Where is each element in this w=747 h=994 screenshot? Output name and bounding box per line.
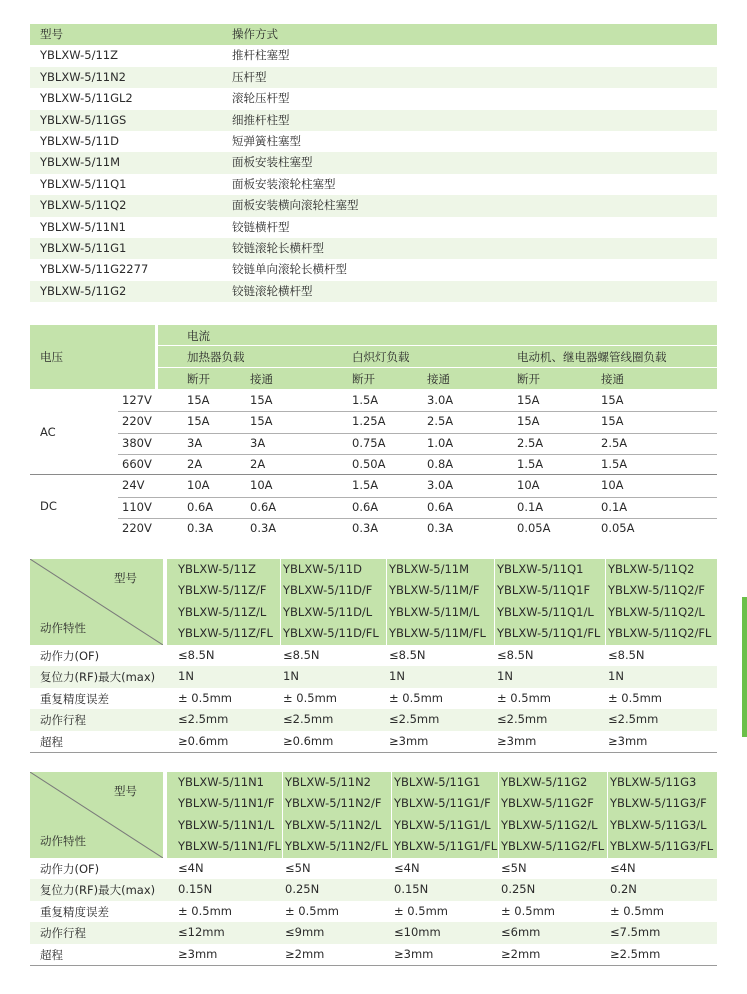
operation-cell: 短弹簧柱塞型 [232, 133, 301, 148]
model-name: YBLXW-5/11N2/F [285, 796, 382, 811]
model-name: YBLXW-5/11G1 [394, 775, 481, 789]
table-row [30, 131, 717, 152]
property-value: ≤5N [501, 861, 527, 875]
load-type-label: 白炽灯负载 [352, 350, 410, 364]
current-value: 10A [187, 478, 210, 493]
current-value: 15A [187, 393, 210, 407]
current-value: 15A [517, 393, 540, 407]
operation-cell: 铰链滚轮横杆型 [232, 283, 313, 298]
table-row [30, 45, 717, 66]
operation-cell: 面板安装柱塞型 [232, 155, 313, 170]
characteristics-header-label: 动作特性 [40, 621, 86, 635]
property-value: ± 0.5mm [394, 903, 448, 918]
property-value: ≤7.5mm [610, 925, 661, 940]
property-value: ± 0.5mm [610, 903, 664, 918]
model-cell: YBLXW-5/11G2 [40, 283, 127, 298]
group-divider [30, 474, 717, 475]
property-label: 超程 [40, 734, 63, 749]
property-label: 动作行程 [40, 926, 86, 941]
current-value: 0.6A [352, 499, 379, 514]
model-header-label: 型号 [114, 784, 137, 798]
current-value: 2.5A [517, 435, 544, 450]
model-name: YBLXW-5/11Q1/L [497, 604, 594, 619]
model-name: YBLXW-5/11M [389, 562, 470, 576]
property-label: 重复精度误差 [40, 904, 109, 919]
property-value: ≥3mm [608, 733, 648, 748]
model-name: YBLXW-5/11Z/FL [178, 626, 273, 641]
model-name: YBLXW-5/11G3/L [610, 817, 707, 832]
current-value: 2.5A [601, 435, 628, 450]
model-cell: YBLXW-5/11Q1 [40, 176, 127, 191]
current-rating-table [30, 325, 717, 537]
model-operation-table [30, 24, 717, 302]
model-cell: YBLXW-5/11N1 [40, 219, 126, 234]
voltage-type-label: AC [40, 424, 56, 439]
operation-cell: 压杆型 [232, 69, 267, 84]
property-value: ± 0.5mm [178, 903, 232, 918]
property-value: ± 0.5mm [497, 690, 551, 705]
current-value: 2A [250, 456, 266, 471]
operation-cell: 铰链滚轮长横杆型 [232, 240, 324, 255]
property-label: 超程 [40, 947, 63, 962]
column-divider [391, 772, 392, 858]
model-name: YBLXW-5/11G2/FL [501, 839, 605, 854]
model-name: YBLXW-5/11Z/L [178, 604, 267, 619]
model-cell: YBLXW-5/11Z [40, 48, 118, 63]
model-name: YBLXW-5/11D [283, 562, 362, 576]
property-label: 复位力(RF)最大(max) [40, 670, 156, 685]
model-name: YBLXW-5/11N2/FL [285, 839, 388, 854]
current-value: 3A [250, 435, 266, 450]
property-label: 动作力(OF) [40, 649, 100, 663]
table-row [30, 152, 717, 173]
current-value: 10A [601, 478, 624, 493]
property-label: 动作力(OF) [40, 862, 100, 876]
current-value: 0.3A [427, 520, 454, 535]
current-value: 0.1A [517, 499, 544, 514]
voltage-value: 220V [122, 414, 152, 429]
model-name: YBLXW-5/11Q2/F [608, 583, 705, 598]
model-name: YBLXW-5/11Q2 [608, 562, 695, 576]
property-value: ≤8.5N [178, 648, 215, 662]
model-name: YBLXW-5/11G1/FL [394, 839, 498, 854]
model-header-label: 型号 [114, 571, 137, 585]
current-value: 0.3A [250, 520, 277, 535]
property-label: 动作行程 [40, 713, 86, 728]
column-divider [280, 559, 281, 645]
model-name: YBLXW-5/11M/L [389, 604, 480, 619]
model-name: YBLXW-5/11G3/F [610, 796, 707, 811]
header-divider [158, 345, 717, 346]
model-name: YBLXW-5/11D/L [283, 604, 373, 619]
table-row [30, 88, 717, 109]
property-value: ± 0.5mm [285, 903, 339, 918]
current-value: 0.8A [427, 456, 454, 471]
property-value: ≤4N [610, 861, 636, 875]
model-name: YBLXW-5/11G3 [610, 775, 697, 789]
sub-header-label: 断开 [187, 372, 210, 386]
header-divider [158, 367, 717, 368]
property-value: 0.25N [501, 882, 536, 897]
sub-header-label: 接通 [601, 372, 624, 386]
property-value: ≤9mm [285, 925, 325, 940]
current-value: 0.6A [250, 499, 277, 514]
row-divider [118, 497, 717, 498]
table-row [30, 110, 717, 131]
current-value: 0.3A [352, 520, 379, 535]
current-value: 0.6A [427, 499, 454, 514]
current-value: 0.3A [187, 520, 214, 535]
table-row [30, 217, 717, 238]
column-divider [498, 772, 499, 858]
voltage-value: 127V [122, 393, 152, 407]
model-name: YBLXW-5/11Q2/L [608, 604, 705, 619]
model-name: YBLXW-5/11Q1F [497, 583, 591, 598]
voltage-value: 220V [122, 520, 152, 535]
property-value: ± 0.5mm [608, 690, 662, 705]
table-row [30, 281, 717, 302]
property-value: ≥0.6mm [283, 733, 334, 748]
model-cell: YBLXW-5/11M [40, 155, 121, 170]
model-name: YBLXW-5/11G3/FL [610, 839, 714, 854]
sub-header-label: 断开 [517, 372, 540, 386]
property-value: ≥0.6mm [178, 733, 229, 748]
property-value: ≤2.5mm [283, 712, 334, 727]
property-value: ≤8.5N [497, 648, 534, 662]
model-cell: YBLXW-5/11Q2 [40, 198, 127, 213]
model-name: YBLXW-5/11M/F [389, 583, 480, 598]
row-divider [118, 518, 717, 519]
model-name: YBLXW-5/11N1/FL [178, 839, 281, 854]
voltage-label: 电压 [40, 350, 63, 364]
property-value: ≤8.5N [283, 648, 320, 662]
current-value: 10A [250, 478, 273, 493]
column-divider [494, 559, 495, 645]
current-value: 3.0A [427, 478, 454, 493]
operation-cell: 细推杆柱型 [232, 112, 290, 127]
property-value: ≤6mm [501, 925, 541, 940]
property-value: 1N [178, 669, 194, 684]
property-label: 复位力(RF)最大(max) [40, 883, 156, 898]
property-value: ≤4N [178, 861, 204, 875]
current-value: 3.0A [427, 393, 454, 407]
property-value: ≤12mm [178, 925, 225, 940]
table-row [30, 259, 717, 280]
current-value: 15A [517, 414, 540, 429]
current-value: 1.5A [352, 478, 379, 493]
row-divider [118, 454, 717, 455]
table-row [30, 238, 717, 259]
row-divider [118, 433, 717, 434]
sub-header-label: 接通 [250, 372, 273, 386]
bottom-border [30, 752, 717, 753]
bottom-border [30, 965, 717, 966]
column-divider [386, 559, 387, 645]
column-divider [607, 772, 608, 858]
load-type-label: 加热器负载 [187, 350, 245, 364]
current-value: 15A [250, 414, 273, 429]
model-name: YBLXW-5/11Z/F [178, 583, 267, 598]
property-value: ≤2.5mm [389, 712, 440, 727]
model-name: YBLXW-5/11N1/L [178, 817, 275, 832]
voltage-value: 380V [122, 435, 152, 450]
voltage-value: 110V [122, 499, 152, 514]
model-name: YBLXW-5/11D/F [283, 583, 373, 598]
model-name: YBLXW-5/11Q2/FL [608, 626, 712, 641]
operation-cell: 滚轮压杆型 [232, 91, 290, 106]
property-value: 1N [497, 669, 513, 684]
voltage-type-label: DC [40, 499, 57, 514]
model-name: YBLXW-5/11G2 [501, 775, 588, 789]
current-value: 1.5A [352, 393, 379, 407]
property-value: ≥3mm [394, 946, 434, 961]
property-value: ≤5N [285, 861, 311, 875]
property-value: ± 0.5mm [178, 690, 232, 705]
spec-table-lever [30, 772, 717, 964]
property-value: 0.2N [610, 882, 637, 897]
current-value: 0.50A [352, 456, 386, 471]
spec-table-plunger [30, 559, 717, 751]
model-cell: YBLXW-5/11G1 [40, 240, 127, 255]
column-divider [282, 772, 283, 858]
sub-header-label: 断开 [352, 372, 375, 386]
operation-cell: 铰链横杆型 [232, 219, 290, 234]
model-cell: YBLXW-5/11N2 [40, 69, 126, 84]
model-name: YBLXW-5/11G2/L [501, 817, 598, 832]
current-value: 1.0A [427, 435, 454, 450]
table-row [30, 195, 717, 216]
property-value: ≤2.5mm [608, 712, 659, 727]
property-value: 1N [389, 669, 405, 684]
property-value: ≥2mm [285, 946, 325, 961]
property-value: ± 0.5mm [501, 903, 555, 918]
table-row [30, 67, 717, 88]
property-value: ≤10mm [394, 925, 441, 940]
model-name: YBLXW-5/11G1/F [394, 796, 491, 811]
property-value: 0.15N [394, 882, 429, 897]
current-value: 15A [601, 393, 624, 407]
current-value: 0.75A [352, 435, 386, 450]
property-value: ≤4N [394, 861, 420, 875]
property-value: ≥3mm [497, 733, 537, 748]
current-label: 电流 [187, 329, 210, 343]
property-value: 0.25N [285, 882, 320, 897]
model-name: YBLXW-5/11D/FL [283, 626, 379, 641]
side-accent-bar [742, 597, 747, 737]
sub-header-label: 接通 [427, 372, 450, 386]
row-divider [118, 411, 717, 412]
property-value: ≥3mm [389, 733, 429, 748]
header-model: 型号 [40, 27, 63, 41]
current-value: 10A [517, 478, 540, 493]
table-row [30, 174, 717, 195]
property-value: ≥2mm [501, 946, 541, 961]
property-value: ≤2.5mm [178, 712, 229, 727]
current-value: 2.5A [427, 414, 454, 429]
current-value: 1.5A [517, 456, 544, 471]
model-name: YBLXW-5/11Q1 [497, 562, 584, 576]
operation-cell: 面板安装滚轮柱塞型 [232, 176, 336, 191]
property-value: ≤8.5N [389, 648, 426, 662]
model-name: YBLXW-5/11N2 [285, 775, 371, 789]
current-value: 0.1A [601, 499, 628, 514]
property-value: ± 0.5mm [283, 690, 337, 705]
header-operation: 操作方式 [232, 27, 278, 41]
current-value: 15A [187, 414, 210, 429]
property-value: ≥3mm [178, 946, 218, 961]
current-value: 3A [187, 435, 203, 450]
property-value: 0.15N [178, 882, 213, 897]
property-value: ≤2.5mm [497, 712, 548, 727]
table-header-row [30, 24, 717, 45]
property-value: 1N [608, 669, 624, 684]
property-label: 重复精度误差 [40, 691, 109, 706]
model-cell: YBLXW-5/11D [40, 133, 119, 148]
current-value: 2A [187, 456, 203, 471]
voltage-value: 660V [122, 456, 152, 471]
load-type-label: 电动机、继电器螺管线圈负载 [517, 350, 667, 364]
operation-cell: 面板安装横向滚轮柱塞型 [232, 198, 359, 213]
current-value: 15A [601, 414, 624, 429]
model-name: YBLXW-5/11Z [178, 562, 256, 576]
model-cell: YBLXW-5/11GS [40, 112, 127, 127]
model-name: YBLXW-5/11N1 [178, 775, 264, 789]
current-value: 1.5A [601, 456, 628, 471]
model-name: YBLXW-5/11N2/L [285, 817, 382, 832]
operation-cell: 推杆柱塞型 [232, 48, 290, 63]
model-cell: YBLXW-5/11GL2 [40, 91, 133, 106]
voltage-value: 24V [122, 478, 145, 493]
model-name: YBLXW-5/11G1/L [394, 817, 491, 832]
model-name: YBLXW-5/11M/FL [389, 626, 486, 641]
model-name: YBLXW-5/11N1/F [178, 796, 275, 811]
operation-cell: 铰链单向滚轮长横杆型 [232, 262, 347, 277]
column-divider [605, 559, 606, 645]
current-value: 0.05A [601, 520, 635, 535]
property-value: 1N [283, 669, 299, 684]
model-name: YBLXW-5/11Q1/FL [497, 626, 601, 641]
model-name: YBLXW-5/11G2F [501, 796, 594, 811]
model-cell: YBLXW-5/11G2277 [40, 262, 149, 277]
current-value: 0.6A [187, 499, 214, 514]
current-value: 0.05A [517, 520, 551, 535]
property-value: ≤8.5N [608, 648, 645, 662]
property-value: ≥2.5mm [610, 946, 661, 961]
current-value: 1.25A [352, 414, 386, 429]
characteristics-header-label: 动作特性 [40, 834, 86, 848]
current-value: 15A [250, 393, 273, 407]
property-value: ± 0.5mm [389, 690, 443, 705]
